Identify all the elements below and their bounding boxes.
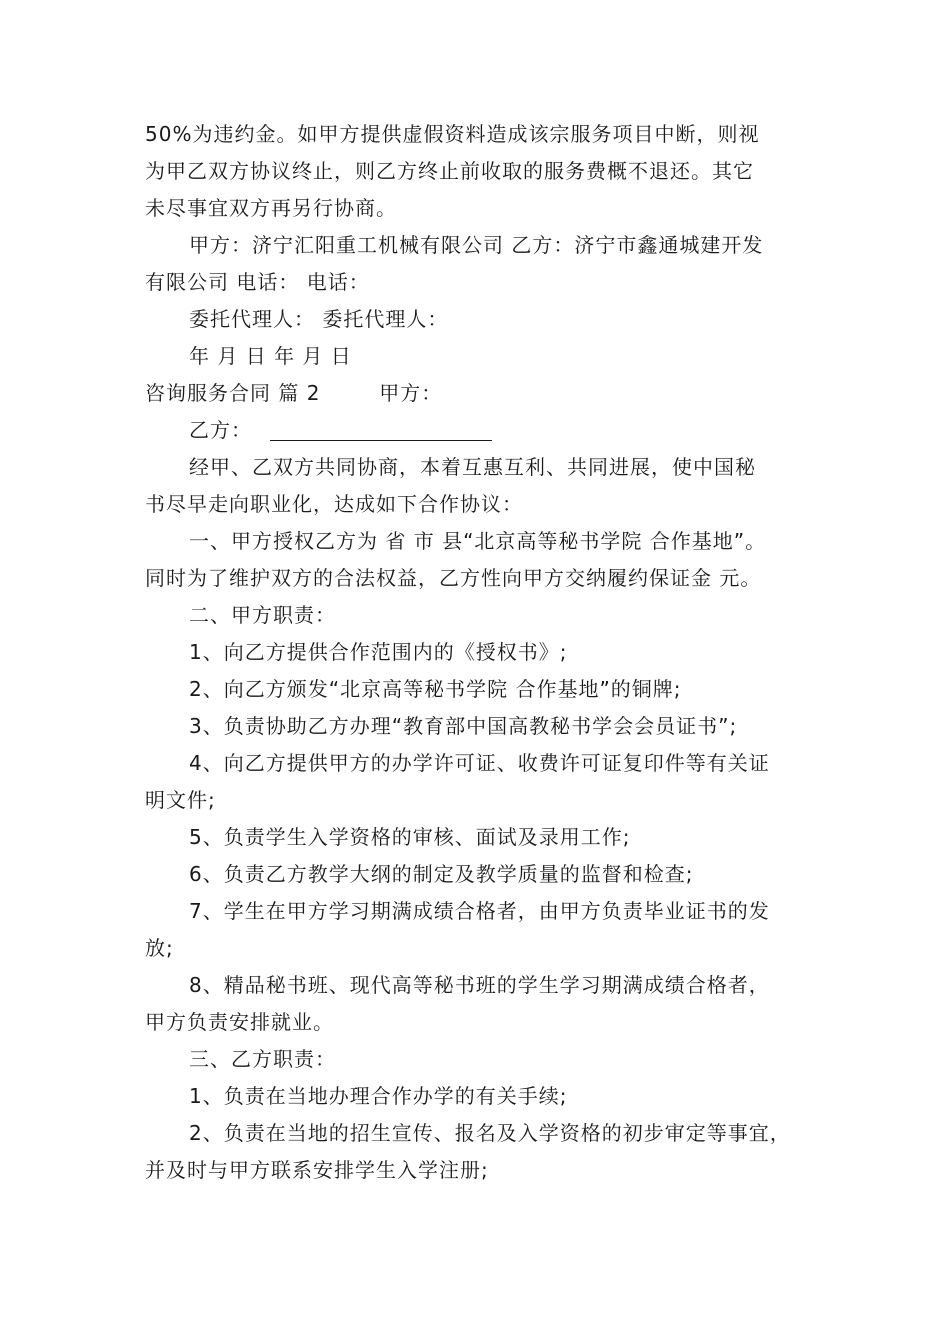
section-heading-b-duties: 三、乙方职责： xyxy=(189,1047,336,1071)
list-item: 3、负责协助乙方办理“教育部中国高教秘书学会会员证书”; xyxy=(189,714,738,738)
list-item: 7、学生在甲方学习期满成绩合格者，由甲方负责毕业证书的发 xyxy=(189,899,770,923)
list-item: 1、向乙方提供合作范围内的《授权书》; xyxy=(189,640,568,664)
contract-heading: 咨询服务合同 篇 2 甲方： xyxy=(145,381,443,405)
text-line: 放; xyxy=(145,936,174,960)
list-item: 5、负责学生入学资格的审核、面试及录用工作; xyxy=(189,825,631,849)
list-item: 1、负责在当地办理合作办学的有关手续; xyxy=(189,1084,568,1108)
agent-line: 委托代理人： 委托代理人： xyxy=(189,307,449,331)
phone-line: 有限公司 电话： 电话： xyxy=(145,270,370,294)
party-b-label: 乙方： xyxy=(189,418,252,442)
date-line: 年 月 日 年 月 日 xyxy=(189,344,352,368)
text-line: 明文件; xyxy=(145,788,216,812)
text-line: 50%为违约金。如甲方提供虚假资料造成该宗服务项目中断，则视 xyxy=(145,122,760,146)
party-b-blank xyxy=(270,418,492,441)
party-b-line xyxy=(145,412,815,449)
text-line: 并及时与甲方联系安排学生入学注册; xyxy=(145,1158,489,1182)
list-item: 6、负责乙方教学大纲的制定及教学质量的监督和检查; xyxy=(189,862,694,886)
text-line: 书尽早走向职业化，达成如下合作协议： xyxy=(145,492,523,516)
document-body xyxy=(145,116,815,1189)
section-heading-a-duties: 二、甲方职责： xyxy=(189,603,336,627)
text-line: 未尽事宜双方再另行协商。 xyxy=(145,196,397,220)
party-a-line: 甲方：济宁汇阳重工机械有限公司 乙方：济宁市鑫通城建开发 xyxy=(189,233,764,257)
text-line: 甲方负责安排就业。 xyxy=(145,1010,334,1034)
clause-1: 一、甲方授权乙方为 省 市 县“北京高等秘书学院 合作基地”。 xyxy=(189,529,767,553)
text-line: 经甲、乙双方共同协商，本着互惠互利、共同进展，使中国秘 xyxy=(189,455,756,479)
text-line: 同时为了维护双方的合法权益，乙方性向甲方交纳履约保证金 元。 xyxy=(145,566,762,590)
list-item: 8、精品秘书班、现代高等秘书班的学生学习期满成绩合格者， xyxy=(189,973,770,997)
list-item: 2、向乙方颁发“北京高等秘书学院 合作基地”的铜牌; xyxy=(189,677,682,701)
list-item: 2、负责在当地的招生宣传、报名及入学资格的初步审定等事宜， xyxy=(189,1121,791,1145)
text-line: 为甲乙双方协议终止，则乙方终止前收取的服务费概不退还。其它 xyxy=(145,159,754,183)
list-item: 4、向乙方提供甲方的办学许可证、收费许可证复印件等有关证 xyxy=(189,751,770,775)
